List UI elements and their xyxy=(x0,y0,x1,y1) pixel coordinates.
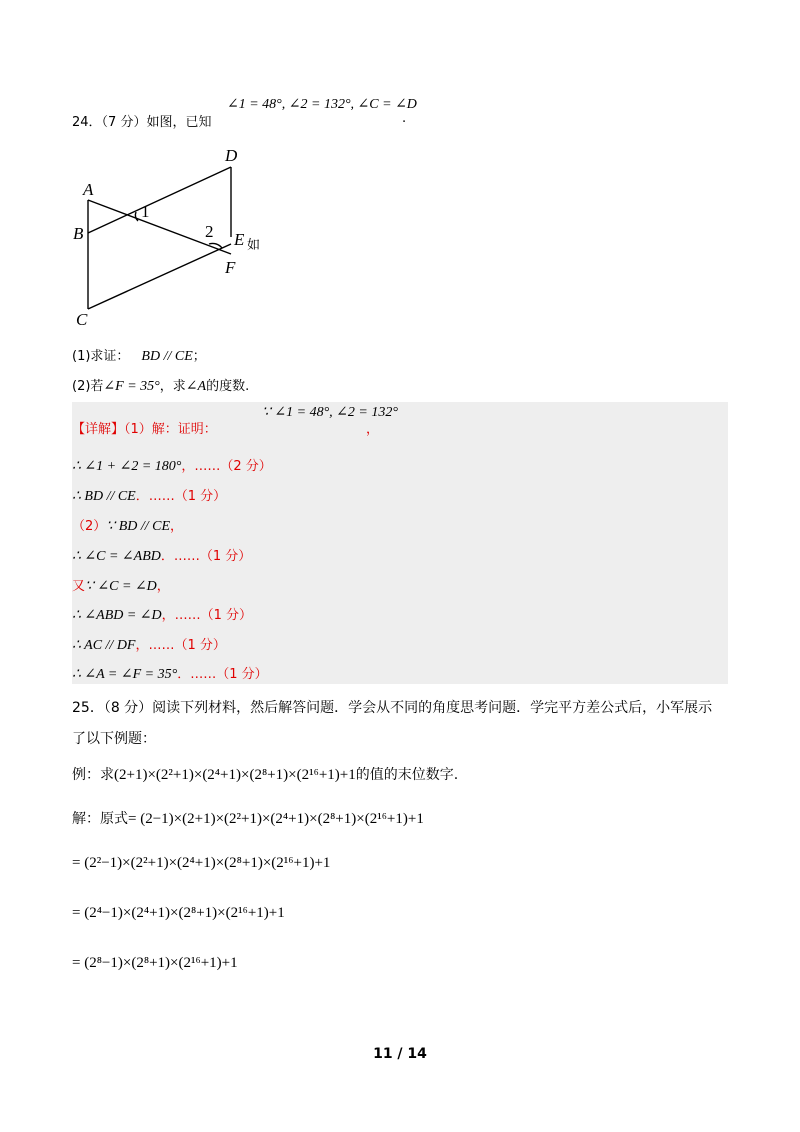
q25-line2: 了以下例题： xyxy=(72,731,156,747)
q25-example: 例：求(2+1)×(2²+1)×(2⁴+1)×(2⁸+1)×(2¹⁶+1)+1的值的末位数字. xyxy=(72,767,459,783)
sol-line7: ∴ ∠ABD = ∠D，……（1 分） xyxy=(72,608,253,623)
q24-period: . xyxy=(402,111,407,126)
q24-part2: (2)若∠F = 35°，求∠A的度数. xyxy=(72,379,250,394)
q25-line1: 25．（8 分）阅读下列材料，然后解答问题．学会从不同的角度思考问题．学完平方差公式后，小军展示 xyxy=(72,700,713,716)
page-number: 11 / 14 xyxy=(373,1046,427,1062)
q25-step4: = (2⁸−1)×(2⁸+1)×(2¹⁶+1)+1 xyxy=(72,955,238,971)
sol-line2: ∴ ∠1 + ∠2 = 180°，……（2 分） xyxy=(72,459,272,474)
sol-line1-math: ∵ ∠1 = 48°, ∠2 = 132° xyxy=(262,405,398,420)
sol-line4: （2）∵ BD // CE， xyxy=(72,519,184,534)
sol-line1-comma: ， xyxy=(366,422,380,437)
angle-1-arc xyxy=(135,212,138,221)
sol-line1: 【详解】（1）解：证明： xyxy=(72,422,217,437)
sol-line9: ∴ ∠A = ∠F = 35°．……（1 分） xyxy=(72,667,268,682)
label-f: F xyxy=(225,258,236,277)
q24-given-math: ∠1 = 48°, ∠2 = 132°, ∠C = ∠D xyxy=(227,97,417,112)
q25-solution-step0: 解：原式= (2−1)×(2+1)×(2²+1)×(2⁴+1)×(2⁸+1)×(2¹⁶+1)+1 xyxy=(72,811,424,827)
label-angle-2: 2 xyxy=(205,222,214,241)
sol-line5: ∴ ∠C = ∠ABD．……（1 分） xyxy=(72,549,252,564)
label-ru: 如 xyxy=(247,238,261,253)
label-a: A xyxy=(83,180,94,199)
sol-line6: 又∵ ∠C = ∠D， xyxy=(72,579,170,594)
label-b: B xyxy=(73,224,84,243)
label-d: D xyxy=(225,146,238,165)
label-c: C xyxy=(76,310,88,329)
segment-cf xyxy=(88,244,231,309)
q24-part1: (1)求证： BD // CE； xyxy=(72,349,206,364)
q25-step2: = (2²−1)×(2²+1)×(2⁴+1)×(2⁸+1)×(2¹⁶+1)+1 xyxy=(72,855,331,871)
label-angle-1: 1 xyxy=(141,202,150,221)
q25-step3: = (2⁴−1)×(2⁴+1)×(2⁸+1)×(2¹⁶+1)+1 xyxy=(72,905,285,921)
sol-line3: ∴ BD // CE．……（1 分） xyxy=(72,489,227,504)
label-e: E xyxy=(234,230,245,249)
sol-line8: ∴ AC // DF，……（1 分） xyxy=(72,638,226,653)
q24-header: 24．（7 分）如图，已知 xyxy=(72,115,212,130)
